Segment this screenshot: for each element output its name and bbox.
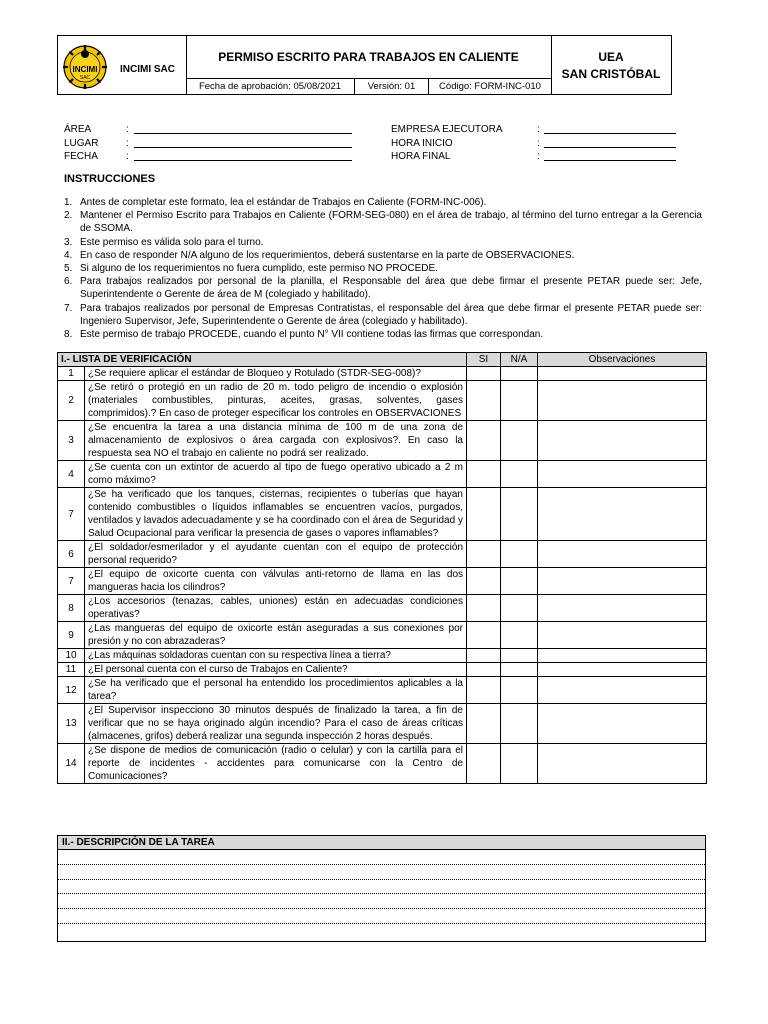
si-checkbox-cell[interactable]: [467, 744, 501, 784]
checklist-row: [58, 367, 707, 381]
si-checkbox-cell[interactable]: [467, 622, 501, 649]
task-description-title: II.- DESCRIPCIÓN DE LA TAREA: [58, 836, 705, 850]
uea-site: SAN CRISTÓBAL: [561, 67, 661, 81]
row-question: ¿Las máquinas soldadoras cuentan con su respectiva línea a tierra?: [85, 649, 467, 663]
fecha-label: FECHA: [64, 151, 98, 162]
si-checkbox-cell[interactable]: [467, 461, 501, 488]
checklist-row: [58, 704, 707, 744]
row-question: ¿El personal cuenta con el curso de Trabajos en Caliente?: [85, 663, 467, 677]
empresa-label: EMPRESA EJECUTORA: [391, 124, 503, 135]
instruction-item: [64, 302, 702, 328]
na-checkbox-cell[interactable]: [501, 568, 538, 595]
instruction-text: Para trabajos realizados por personal de Empresas Contratistas, el responsable del área que debe firmar el presente PETAR puede ser: Ingeniero Supervisor, Jefe, Superintendente o Gerente de área (colegiado y habilitado).: [80, 302, 702, 327]
row-number: 10: [58, 649, 85, 663]
instruction-text: Mantener el Permiso Escrito para Trabajos en Caliente (FORM-SEG-080) en el área de trabajo, al término del turno entregar a la Gerencia de SSOMA.: [80, 210, 702, 235]
hora-final-label: HORA FINAL: [391, 151, 451, 162]
si-checkbox-cell[interactable]: [467, 595, 501, 622]
row-question: ¿El soldador/esmerilador y el ayudante cuentan con el equipo de protección personal requerido?: [85, 541, 467, 568]
observaciones-cell[interactable]: [538, 663, 707, 677]
observaciones-cell[interactable]: [538, 488, 707, 541]
uea-block: [551, 36, 671, 94]
document-header: [57, 35, 672, 95]
observaciones-cell[interactable]: [538, 677, 707, 704]
description-line[interactable]: [58, 880, 705, 895]
checklist-row: [58, 649, 707, 663]
fecha-input-line[interactable]: [134, 160, 352, 161]
field-colon: :: [537, 124, 540, 135]
fecha-field[interactable]: [64, 150, 354, 163]
col-na-header: N/A: [501, 353, 538, 367]
description-line[interactable]: [58, 850, 705, 865]
row-question: ¿El Supervisor inspecciono 30 minutos después de finalizado la tarea, a fin de verificar que no se haya originado algún incendio? Para el caso de áreas críticas (almacenes, grifos) deberá realizar una segunda inspección 2 horas después.: [85, 704, 467, 744]
empresa-input-line[interactable]: [544, 133, 676, 134]
instructions-list: [64, 196, 702, 341]
instruction-number: 3.: [64, 236, 73, 248]
instruction-number: 8.: [64, 329, 73, 341]
instruction-item: [64, 236, 702, 249]
checklist-row: [58, 541, 707, 568]
instruction-number: 5.: [64, 263, 73, 275]
si-checkbox-cell[interactable]: [467, 421, 501, 461]
approval-date: Fecha de aprobación: 05/08/2021: [186, 79, 355, 94]
observaciones-cell[interactable]: [538, 381, 707, 421]
checklist-row: [58, 568, 707, 595]
checklist-row: [58, 677, 707, 704]
instruction-number: 4.: [64, 249, 73, 261]
checklist-section-title: I.- LISTA DE VERIFICACIÓN: [58, 353, 467, 367]
instruction-item: [64, 196, 702, 209]
area-input-line[interactable]: [134, 133, 352, 134]
empresa-field[interactable]: [391, 123, 681, 136]
instruction-item: [64, 328, 702, 341]
area-label: ÁREA: [64, 124, 92, 135]
na-checkbox-cell[interactable]: [501, 461, 538, 488]
lugar-input-line[interactable]: [134, 147, 352, 148]
na-checkbox-cell[interactable]: [501, 649, 538, 663]
si-checkbox-cell[interactable]: [467, 704, 501, 744]
row-number: 3: [58, 421, 85, 461]
row-number: 11: [58, 663, 85, 677]
na-checkbox-cell[interactable]: [501, 677, 538, 704]
na-checkbox-cell[interactable]: [501, 744, 538, 784]
na-checkbox-cell[interactable]: [501, 541, 538, 568]
row-number: 7: [58, 488, 85, 541]
logo-cell: [58, 36, 187, 94]
si-checkbox-cell[interactable]: [467, 381, 501, 421]
row-question: ¿Las mangueras del equipo de oxicorte están aseguradas a sus conexiones por presión y no con abrazaderas?: [85, 622, 467, 649]
document-meta: [186, 79, 552, 94]
na-checkbox-cell[interactable]: [501, 704, 538, 744]
row-number: 4: [58, 461, 85, 488]
field-colon: :: [537, 151, 540, 162]
checklist-row: [58, 461, 707, 488]
field-colon: :: [126, 124, 129, 135]
version: Versión: 01: [355, 79, 429, 94]
observaciones-cell[interactable]: [538, 622, 707, 649]
lugar-label: LUGAR: [64, 138, 99, 149]
description-line[interactable]: [58, 924, 705, 939]
instruction-item: [64, 275, 702, 301]
col-observaciones-header: Observaciones: [538, 353, 707, 367]
checklist-row: [58, 421, 707, 461]
row-question: ¿Se retiró o protegió en un radio de 20 m. todo peligro de incendio o explosión (materiales combustibles, pinturas, aceites, grasas, solventes, gases comprimidos).? En caso de proteger especificar los controles en OBSERVACIONES: [85, 381, 467, 421]
na-checkbox-cell[interactable]: [501, 367, 538, 381]
observaciones-cell[interactable]: [538, 421, 707, 461]
field-colon: :: [126, 138, 129, 149]
observaciones-cell[interactable]: [538, 568, 707, 595]
si-checkbox-cell[interactable]: [467, 649, 501, 663]
instruction-number: 2.: [64, 210, 73, 222]
checklist-row: [58, 744, 707, 784]
hora-final-input-line[interactable]: [544, 160, 676, 161]
row-number: 6: [58, 541, 85, 568]
row-question: ¿Se encuentra la tarea a una distancia mínima de 100 m de una zona de almacenamiento de explosivos o área cargada con explosivos?. En caso la respuesta sea NO el trabajo en caliente no podrá ser realizado.: [85, 421, 467, 461]
logo-text: INCIMI: [72, 65, 98, 74]
row-number: 1: [58, 367, 85, 381]
instruction-item: [64, 262, 702, 275]
na-checkbox-cell[interactable]: [501, 622, 538, 649]
instruction-number: 1.: [64, 197, 73, 208]
observaciones-cell[interactable]: [538, 367, 707, 381]
row-question: ¿El equipo de oxicorte cuenta con válvulas anti-retorno de llama en las dos mangueras hacia los cilindros?: [85, 568, 467, 595]
instruction-text: En caso de responder N/A alguno de los requerimientos, deberá sustentarse en la parte de OBSERVACIONES.: [80, 249, 575, 261]
row-number: 8: [58, 595, 85, 622]
instruction-text: Este permiso es válida solo para el turno.: [80, 236, 264, 248]
na-checkbox-cell[interactable]: [501, 595, 538, 622]
instruction-text: Para trabajos realizados por personal de la planilla, el Responsable del área que debe firmar el presente PETAR puede ser: Jefe, Superintendente o Gerente de área de M (colegiado y habilitado).: [80, 276, 702, 301]
row-number: 14: [58, 744, 85, 784]
logo-subtext: SAC: [79, 75, 91, 81]
hora-inicio-label: HORA INICIO: [391, 138, 453, 149]
observaciones-cell[interactable]: [538, 595, 707, 622]
col-si-header: SI: [467, 353, 501, 367]
instructions-title: INSTRUCCIONES: [64, 173, 156, 185]
row-number: 2: [58, 381, 85, 421]
checklist-row: [58, 663, 707, 677]
checklist-row: [58, 381, 707, 421]
checklist-table: [57, 352, 707, 784]
row-question: ¿Se ha verificado que los tanques, cisternas, recipientes o tuberías que hayan contenido combustibles o líquidos inflamables se encuentren vacíos, purgados, ventilados y lavados adecuadamente y se ha coordinado con el área de Seguridad y Salud Ocupacional para verificar la presencia de gases o vapores inflamables?: [85, 488, 467, 541]
description-line[interactable]: [58, 894, 705, 909]
row-question: ¿Los accesorios (tenazas, cables, uniones) están en adecuadas condiciones operativas?: [85, 595, 467, 622]
description-line[interactable]: [58, 909, 705, 924]
hora-inicio-input-line[interactable]: [544, 147, 676, 148]
si-checkbox-cell[interactable]: [467, 568, 501, 595]
description-line[interactable]: [58, 865, 705, 880]
hora-inicio-field[interactable]: [391, 137, 681, 150]
si-checkbox-cell[interactable]: [467, 541, 501, 568]
row-question: ¿Se ha verificado que el personal ha entendido los procedimientos aplicables a la tarea?: [85, 677, 467, 704]
instruction-text: Si alguno de los requerimientos no fuera cumplido, este permiso NO PROCEDE.: [80, 263, 438, 275]
company-logo: [62, 44, 108, 90]
row-number: 12: [58, 677, 85, 704]
observaciones-cell[interactable]: [538, 744, 707, 784]
instruction-text: Este permiso de trabajo PROCEDE, cuando el punto N° VII contiene todas las firmas que correspondan.: [80, 329, 544, 341]
row-question: ¿Se dispone de medios de comunicación (radio o celular) y con la cartilla para el reporte de incidentes - accidentes para comunicarse con la Centro de Comunicaciones?: [85, 744, 467, 784]
si-checkbox-cell[interactable]: [467, 677, 501, 704]
na-checkbox-cell[interactable]: [501, 488, 538, 541]
observaciones-cell[interactable]: [538, 649, 707, 663]
na-checkbox-cell[interactable]: [501, 381, 538, 421]
checklist-row: [58, 595, 707, 622]
document-code: Código: FORM-INC-010: [439, 81, 541, 92]
na-checkbox-cell[interactable]: [501, 663, 538, 677]
si-checkbox-cell[interactable]: [467, 488, 501, 541]
na-checkbox-cell[interactable]: [501, 421, 538, 461]
row-question: ¿Se cuenta con un extintor de acuerdo al tipo de fuego operativo ubicado a 2 m como máximo?: [85, 461, 467, 488]
observaciones-cell[interactable]: [538, 541, 707, 568]
lugar-field[interactable]: [64, 137, 354, 150]
document-title: PERMISO ESCRITO PARA TRABAJOS EN CALIENTE: [186, 36, 552, 79]
observaciones-cell[interactable]: [538, 461, 707, 488]
instruction-number: 6.: [64, 276, 73, 288]
instruction-item: [64, 249, 702, 262]
row-number: 13: [58, 704, 85, 744]
instruction-item: [64, 209, 702, 235]
row-question: ¿Se requiere aplicar el estándar de Bloqueo y Rotulado (STDR-SEG-008)?: [85, 367, 467, 381]
checklist-row: [58, 488, 707, 541]
area-field[interactable]: [64, 123, 354, 136]
company-name: INCIMI SAC: [120, 64, 175, 75]
si-checkbox-cell[interactable]: [467, 367, 501, 381]
row-number: 7: [58, 568, 85, 595]
observaciones-cell[interactable]: [538, 704, 707, 744]
checklist-header-row: [58, 353, 707, 367]
task-description-section: [57, 835, 706, 942]
si-checkbox-cell[interactable]: [467, 663, 501, 677]
field-colon: :: [126, 151, 129, 162]
row-number: 9: [58, 622, 85, 649]
hora-final-field[interactable]: [391, 150, 681, 163]
instruction-text: Antes de completar este formato, lea el estándar de Trabajos en Caliente (FORM-INC-006).: [80, 197, 487, 208]
field-colon: :: [537, 138, 540, 149]
checklist-row: [58, 622, 707, 649]
checklist-body: [58, 367, 707, 784]
uea-label: UEA: [598, 50, 624, 64]
instruction-number: 7.: [64, 302, 73, 314]
